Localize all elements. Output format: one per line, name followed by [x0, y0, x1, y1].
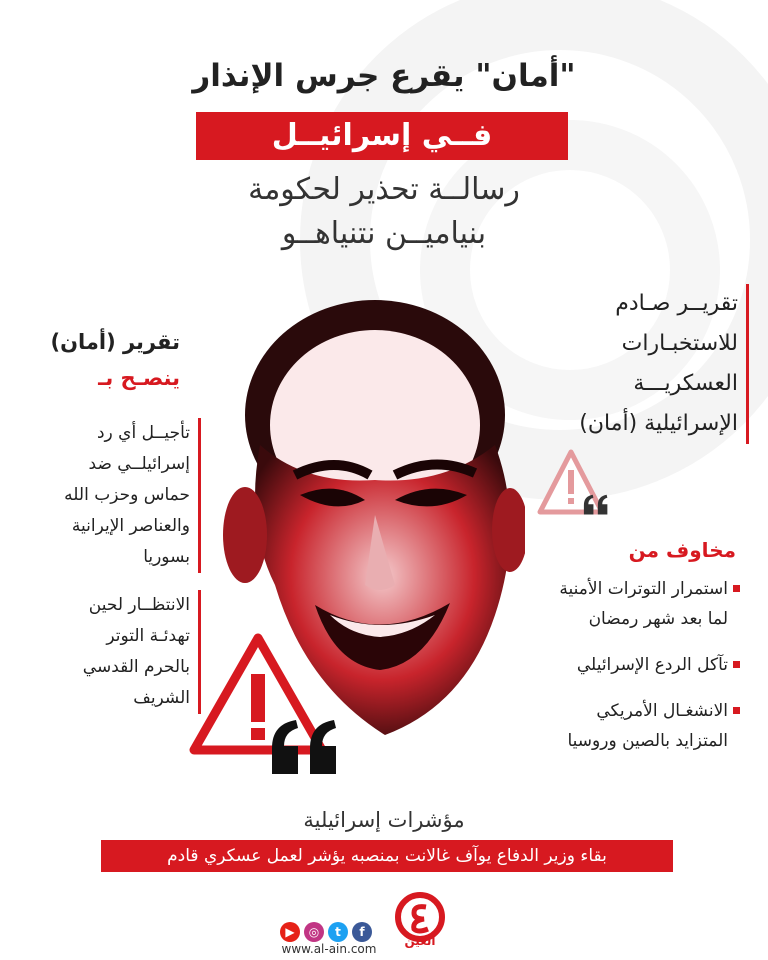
- recommendation-line: الشريف: [133, 688, 190, 708]
- bullet-icon: [733, 661, 740, 668]
- report-line: الإسرائيلية (أمان): [579, 411, 738, 436]
- fears-heading: مخاوف من: [628, 538, 736, 562]
- indicators-title: مؤشرات إسرائيلية: [303, 808, 465, 832]
- quote-mark-small-icon: [582, 494, 610, 516]
- bullet-icon: [733, 707, 740, 714]
- fear-line: المتزايد بالصين وروسيا: [567, 731, 728, 751]
- fear-line: الانشغـال الأمريكي: [596, 701, 728, 721]
- twitter-icon[interactable]: t: [328, 922, 348, 942]
- facebook-icon[interactable]: f: [352, 922, 372, 942]
- recommendation-box-2: [30, 590, 201, 714]
- instagram-icon[interactable]: ◎: [304, 922, 324, 942]
- recommendation-line: حماس وحزب الله: [64, 485, 190, 505]
- recommendation-line: بالحرم القدسي: [82, 657, 190, 677]
- logo-text: العين: [404, 934, 436, 948]
- fear-item: [470, 696, 728, 756]
- indicators-banner: بقاء وزير الدفاع يوآف غالانت بمنصبه يؤشر لعمل عسكري قادم: [101, 840, 673, 872]
- recommendation-line: تأجيــل أي رد: [96, 423, 190, 443]
- fear-line: استمرار التوترات الأمنية: [559, 579, 728, 599]
- recommendations-heading: تقرير (أمان): [50, 330, 180, 354]
- report-line: للاستخبـارات: [621, 331, 738, 356]
- headline-line3: رسالــة تحذير لحكومة: [248, 172, 520, 207]
- fear-line: لما بعد شهر رمضان: [588, 609, 728, 629]
- recommendation-line: تهدئـة التوتر: [106, 626, 190, 646]
- headline-red-banner: فــي إسرائيــل: [196, 112, 568, 160]
- report-description-box: [520, 284, 749, 444]
- fear-item: [470, 650, 728, 680]
- website-url[interactable]: www.al-ain.com: [281, 942, 377, 956]
- report-line: تقريــر صـادم: [615, 291, 738, 316]
- recommendation-line: الانتظــار لحين: [88, 595, 190, 615]
- quote-mark-icon: [268, 718, 342, 778]
- fear-item: [470, 574, 728, 634]
- recommendations-subheading: ينصـح بـ: [98, 366, 180, 390]
- youtube-icon[interactable]: ▶: [280, 922, 300, 942]
- recommendation-box-1: [30, 418, 201, 573]
- recommendation-line: بسوريا: [143, 547, 190, 567]
- report-line: العسكريـــة: [633, 371, 738, 396]
- headline-line4: بنياميــن نتنياهــو: [281, 216, 487, 251]
- fear-line: تآكل الردع الإسرائيلي: [576, 655, 728, 675]
- headline-line1: "أمان" يقرع جرس الإنذار: [192, 58, 576, 94]
- bullet-icon: [733, 585, 740, 592]
- recommendation-line: والعناصر الإيرانية: [71, 516, 190, 536]
- recommendation-line: إسرائيلــي ضد: [88, 454, 190, 474]
